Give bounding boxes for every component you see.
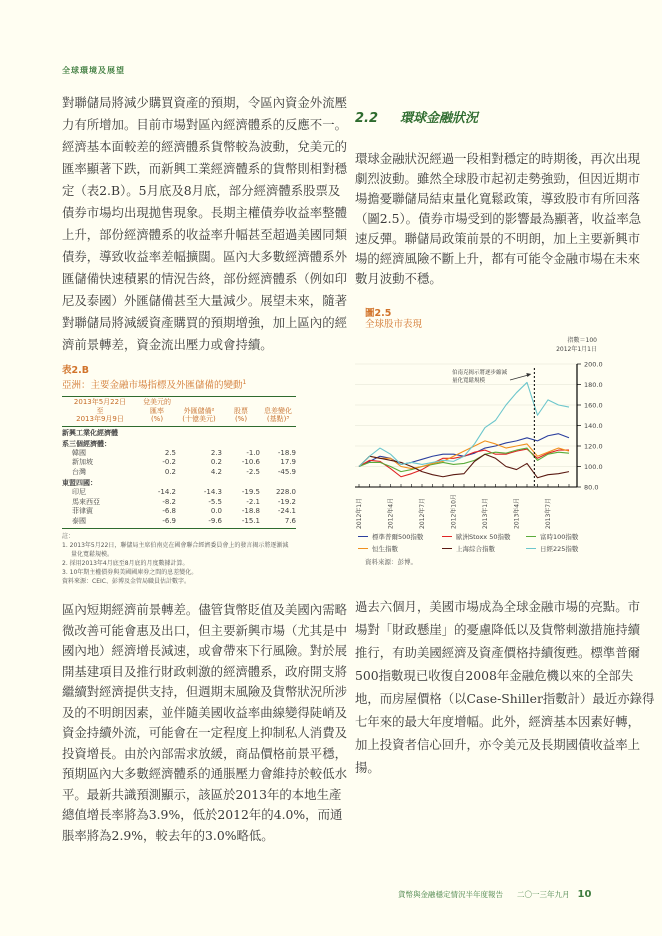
annotation-arrow [510, 375, 528, 380]
x-tick-label: 2012年7月 [419, 497, 426, 529]
text-line: 及的不明朗因素，並伴隨美國收益率曲線變得陡峭及 [62, 704, 347, 720]
legend-label: 標準普爾500指數 [372, 533, 424, 541]
table-row [62, 449, 296, 459]
text-line: 經濟基本面較差的經濟體系貨幣較為波動，兌美元的 [62, 139, 347, 154]
y-tick-label: 120.0 [584, 442, 603, 451]
cell-spread: -18.9 [277, 448, 296, 457]
text-line: 繼續對經濟提供支持，但週期末風險及貨幣狀況所涉 [62, 684, 347, 699]
text-line: 上升，部份經濟體系的收益率升幅甚至超過美國同類 [62, 227, 347, 242]
legend-item [358, 532, 442, 541]
cell-fx: -6.9 [162, 516, 176, 525]
figure-label: 圖2.5 [365, 308, 392, 319]
x-tick-label: 2012年1月 [356, 497, 363, 529]
market-indicators-table [62, 396, 296, 586]
cell-spread: 228.0 [275, 488, 296, 496]
x-tick-label: 2012年10月 [450, 494, 458, 529]
cell-spread: 7.6 [284, 516, 296, 525]
table-row [62, 517, 296, 527]
x-tick-label: 2012年4月 [387, 497, 395, 529]
legend-item [526, 532, 610, 541]
table-row [62, 488, 296, 498]
legend-swatch [526, 548, 536, 550]
legend-item [442, 532, 526, 541]
cell-reserves: 0.2 [210, 458, 222, 466]
text-line: 國內地）經濟增長減速，或會帶來下行風險。對於展 [62, 643, 347, 658]
x-tick-label: 2013年1月 [482, 497, 489, 529]
y-tick-label: 160.0 [584, 401, 603, 410]
row-group-label: 系三個經濟體： [62, 439, 111, 448]
legend-swatch [526, 536, 536, 538]
text-line: 總值增長率將為3.9%，低於2012年的4.0%，而通 [62, 807, 343, 822]
cell-fx: -0.2 [162, 458, 176, 466]
cell-reserves: -14.3 [203, 488, 222, 496]
unit-label: 2012年1月1日 [556, 346, 597, 353]
right-paragraph-2 [355, 595, 655, 779]
y-tick-label: 100.0 [584, 463, 603, 471]
table-caption-footnote-mark: 1 [242, 379, 247, 386]
page-footer [398, 889, 591, 900]
figure-title [365, 308, 422, 330]
header-reserves: 外匯儲備² (十億美元) [182, 406, 216, 423]
table-row [62, 507, 296, 517]
text-line: 對聯儲局將減緩資產購買的預期增強，加上區內的經 [62, 315, 347, 330]
cell-fx: -6.8 [162, 507, 176, 515]
text-line: 劇烈波動。雖然全球股市起初走勢強勁，但因近期市 [355, 171, 640, 186]
cell-name: 韓國 [72, 448, 86, 457]
text-line: 債券，導致收益率差幅擴闊。區內大多數經濟體系外 [62, 249, 347, 264]
text-line: 債券市場均出現拋售現象。長期主權債券收益率整體 [62, 205, 347, 220]
text-line: 揚。 [355, 760, 380, 775]
text-line: 定（表2.B）。5月底及8月底，部分經濟體系股票及 [62, 183, 341, 198]
cell-equity: -18.8 [241, 507, 260, 515]
arrow-head-icon [526, 373, 531, 377]
table-note: 量化寬鬆規模。 [71, 551, 114, 558]
cell-name: 台灣 [72, 467, 86, 476]
text-line: 過去六個月，美國市場成為全球金融市場的亮點。市 [355, 599, 640, 614]
table-label: 表2.B [62, 365, 89, 376]
header-period: 2013年5月22日 至 2013年9月9日 [73, 398, 127, 423]
cell-reserves: 2.3 [210, 448, 222, 457]
stock-performance-chart [355, 330, 605, 530]
text-line: （圖2.5）。債券市場受到的影響最為顯著，收益率急 [355, 211, 642, 226]
y-tick-label: 80.0 [584, 483, 599, 492]
text-line: 開基建項目及推行財政刺激的經濟體系，政府開支將 [62, 663, 347, 679]
cell-name: 泰國 [72, 516, 86, 525]
section-title: 環球金融狀況 [400, 111, 479, 126]
annotation-text: 量化寬鬆規模 [452, 378, 486, 384]
y-tick-label: 140.0 [584, 422, 603, 430]
text-line: 七年來的最大年度增幅。此外，經濟基本因素好轉， [355, 714, 640, 729]
cell-name: 印尼 [72, 488, 86, 496]
text-line: 資金持續外流，可能會在一定程度上抑制私人消費及 [62, 725, 347, 740]
table-source: 資料來源：CEIC、彭博及金管局職員估計數字。 [62, 578, 190, 585]
table-row [62, 458, 296, 468]
cell-fx: 2.5 [164, 448, 176, 457]
cell-reserves: -9.6 [208, 516, 222, 525]
text-line: 平。最新共識預測顯示，該區於2013年的本地生產 [62, 786, 342, 802]
report-date: 二〇一三年九月 [517, 890, 570, 899]
text-line: 匯儲備快速積累的情況告終，部份經濟體系（例如印 [62, 271, 347, 286]
text-line: 地，而房屋價格（以Case-Shiller指數計）最近亦錄得 [355, 691, 655, 706]
cell-equity: -19.5 [241, 488, 260, 496]
series-line-0 [359, 434, 569, 467]
text-line: 場擔憂聯儲局結束量化寬鬆政策，導致股市有所回落 [355, 191, 640, 206]
text-line: 微改善可能會惠及出口，但主要新興市場（尤其是中 [62, 622, 347, 638]
text-line: 尼及泰國）外匯儲備甚至大量減少。展望未來，隨著 [62, 293, 347, 308]
text-line: 區內短期經濟前景轉差。儘管貨幣貶值及美國內需略 [62, 602, 347, 617]
legend-item [358, 544, 442, 553]
table-row [62, 498, 296, 508]
legend-swatch [358, 536, 368, 538]
text-line: 場的經濟風險不斷上升，都有可能令金融市場在未來 [355, 251, 640, 266]
chart-legend [358, 532, 610, 553]
text-line: 加上投資者信心回升，亦令美元及長期國債收益率上 [355, 737, 640, 752]
header-fx: 兌美元的 匯率 (%) [143, 398, 171, 423]
legend-swatch [442, 548, 452, 550]
table-body [62, 427, 296, 527]
text-line: 場對「財政懸崖」的憂慮降低以及貨幣刺激措施持續 [355, 622, 640, 637]
notes-list [62, 541, 296, 577]
text-line: 預期區內大多數經濟體系的通脹壓力會維持於較低水 [62, 766, 347, 781]
table-title [62, 365, 246, 392]
y-tick-label: 200.0 [584, 360, 603, 369]
cell-spread: -45.9 [277, 467, 296, 476]
text-line: 500指數現已收復自2008年金融危機以來的全部失 [355, 668, 634, 683]
text-line: 投資增長。由於內部需求放緩，商品價格前景平穩， [62, 745, 347, 761]
legend-item [526, 544, 610, 553]
text-line: 推行，有助美國經濟及資產價格持續復甦。標準普爾 [355, 645, 640, 660]
series-line-5 [359, 382, 569, 466]
table-caption: 亞洲：主要金融市場指標及外匯儲備的變動 [62, 380, 243, 392]
notes-label: 註： [62, 533, 75, 540]
right-paragraph-1 [355, 149, 642, 289]
section-number: 2.2 [355, 111, 379, 126]
cell-equity: -10.6 [241, 458, 260, 466]
legend-label: 歐洲Stoxx 50指數 [456, 533, 511, 541]
section-heading [355, 107, 478, 126]
text-line: 環球金融狀況經過一段相對穩定的時期後，再次出現 [355, 151, 640, 166]
table-notes [62, 528, 296, 586]
legend-swatch [442, 536, 452, 538]
cell-spread: 17.9 [280, 458, 296, 466]
text-line: 濟前景轉差，資金流出壓力或會持續。 [62, 337, 273, 352]
cell-name: 新加坡 [72, 458, 93, 466]
chart-source: 資料來源：彭博。 [365, 558, 417, 566]
row-group-label: 新興工業化經濟體 [62, 428, 118, 437]
table-note: 3. 10年期主權債券與美國國庫券之間的息差變化。 [62, 569, 198, 576]
table-header [62, 396, 296, 427]
x-tick-label: 2013年7月 [545, 497, 552, 529]
cell-equity: -1.0 [246, 448, 260, 457]
x-tick-label: 2013年4月 [513, 497, 521, 529]
legend-label: 上海綜合指數 [456, 545, 495, 553]
cell-equity: -15.1 [241, 516, 260, 525]
legend-swatch [358, 548, 368, 550]
figure-caption: 全球股市表現 [365, 319, 423, 330]
legend-item [442, 544, 526, 553]
legend-label: 富時100指數 [540, 533, 579, 541]
text-line: 數月波動不穩。 [355, 271, 442, 286]
cell-name: 菲律賓 [72, 507, 93, 515]
cell-spread: -19.2 [277, 497, 296, 506]
cell-fx: -14.2 [157, 488, 176, 496]
annotation-text: 伯南克揭示將逐步縮減 [452, 370, 508, 376]
table-note: 2. 採用2013年4月底至8月底的月度數據計算。 [62, 560, 189, 567]
cell-equity: -2.5 [246, 467, 260, 476]
cell-reserves: 4.2 [210, 467, 222, 476]
cell-reserves: -5.5 [208, 497, 222, 506]
cell-equity: -2.1 [246, 497, 260, 506]
left-paragraph-2 [62, 600, 347, 846]
cell-reserves: 0.0 [210, 507, 222, 515]
page-number: 10 [577, 889, 592, 900]
y-tick-label: 180.0 [584, 381, 603, 389]
left-paragraph-1 [62, 92, 347, 356]
running-header: 全球環境及展望 [62, 66, 125, 75]
legend-label: 日經225指數 [540, 545, 579, 553]
table-note: 1. 2013年5月22日，聯儲局主席伯南克在國會聯合經濟委員會上的發言揭示將逐漸減 [62, 542, 289, 549]
table-row [62, 468, 296, 478]
legend-label: 恒生指數 [372, 545, 398, 553]
text-line: 力有所增加。目前市場對區內經濟體系的反應不一。 [62, 117, 347, 132]
row-group-label: 東盟四國： [62, 479, 97, 487]
cell-spread: -24.1 [277, 507, 296, 515]
header-equity: 股票 (%) [234, 406, 248, 423]
text-line: 速反彈。聯儲局政策前景的不明朗，加上主要新興市 [355, 231, 640, 246]
unit-label: 指數＝100 [567, 337, 597, 344]
text-line: 對聯儲局將減少購買資產的預期，令區內資金外流壓 [62, 95, 347, 110]
cell-name: 馬來西亞 [72, 497, 100, 506]
text-line: 脹率將為2.9%，較去年的3.0%略低。 [62, 827, 274, 843]
cell-fx: -8.2 [162, 497, 176, 506]
report-name: 貨幣與金融穩定情況半年度報告 [398, 890, 503, 899]
text-line: 匯率顯著下跌，而新興工業經濟體系的貨幣則相對穩 [62, 161, 347, 176]
header-spread: 息差變化 (基點)³ [264, 406, 292, 423]
cell-fx: 0.2 [164, 467, 176, 476]
